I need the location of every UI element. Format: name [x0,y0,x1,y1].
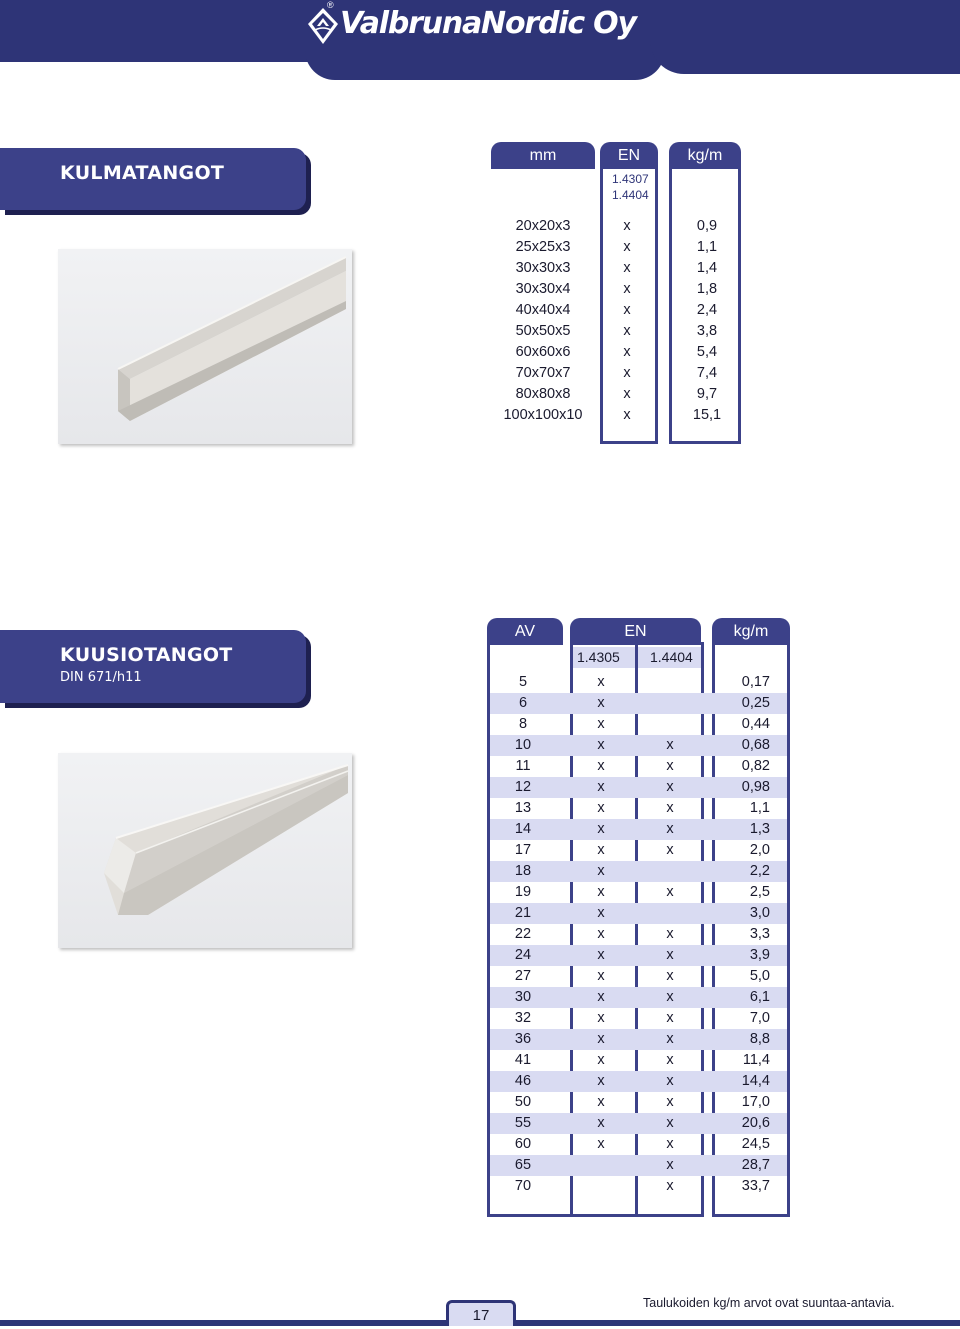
cell-grade-1: x [597,842,605,858]
cell-kgm: 33,7 [741,1178,770,1194]
cell-kgm: 2,4 [696,302,718,318]
cell-av: 10 [514,737,532,753]
table-row [491,342,741,363]
cell-kgm: 0,68 [741,737,770,753]
cell-kgm: 3,0 [749,905,770,921]
cell-kgm: 24,5 [741,1136,770,1152]
cell-av: 5 [518,674,528,690]
cell-kgm: 5,0 [749,968,770,984]
cell-kgm: 0,17 [741,674,770,690]
table-row [491,321,741,342]
cell-grade-1: x [597,1052,605,1068]
angle-bar-illustration [58,249,352,444]
cell-mm: 80x80x8 [515,386,571,402]
cell-av: 32 [514,1010,532,1026]
cell-grade-1: x [597,1010,605,1026]
cell-mm: 40x40x4 [515,302,571,318]
cell-en: x [623,365,631,381]
cell-grade-1: x [597,1136,605,1152]
cell-en: x [623,281,631,297]
cell-en: x [623,260,631,276]
table-row [490,798,787,819]
table-row [490,966,787,987]
cell-grade-2: x [666,842,674,858]
column-header-mm: mm [491,142,595,168]
registered-mark: ® [327,0,334,10]
cell-grade-1: x [597,1115,605,1131]
cell-kgm: 15,1 [692,407,722,423]
cell-av: 60 [514,1136,532,1152]
cell-grade-1: x [597,905,605,921]
cell-av: 18 [514,863,532,879]
cell-kgm: 2,0 [749,842,770,858]
table-row [490,1029,787,1050]
table-bottom-line [712,1214,790,1217]
cell-av: 70 [514,1178,532,1194]
table-row [490,1008,787,1029]
section-title: KULMATANGOT [60,162,225,184]
cell-grade-1: x [597,926,605,942]
table-row [490,903,787,924]
cell-av: 19 [514,884,532,900]
cell-en: x [623,239,631,255]
cell-grade-2: x [666,779,674,795]
table-row [491,216,741,237]
cell-av: 50 [514,1094,532,1110]
column-header-en: EN [570,618,701,644]
grade-label: 1.4404 [612,188,649,202]
cell-grade-1: x [597,674,605,690]
cell-av: 13 [514,800,532,816]
cell-av: 46 [514,1073,532,1089]
hexagon-bar-illustration [58,753,352,948]
table-row [490,819,787,840]
table-row [490,693,787,714]
table-row [490,735,787,756]
cell-grade-1: x [597,863,605,879]
cell-kgm: 14,4 [741,1073,770,1089]
cell-grade-1: x [597,1073,605,1089]
section-subtitle: DIN 671/h11 [60,670,142,685]
cell-grade-2: x [666,1136,674,1152]
cell-grade-2: x [666,1157,674,1173]
cell-kgm: 0,82 [741,758,770,774]
cell-kgm: 2,5 [749,884,770,900]
section-title-box-kuusiotangot [0,630,306,703]
table-row [490,1155,787,1176]
cell-kgm: 11,4 [742,1052,770,1068]
cell-kgm: 17,0 [741,1094,770,1110]
table-bottom-line [600,441,658,444]
cell-grade-1: x [597,947,605,963]
table-row [491,258,741,279]
header-tail [650,40,960,74]
table-row [491,405,741,426]
cell-av: 6 [518,695,528,711]
table-row [491,279,741,300]
cell-kgm: 1,1 [749,800,770,816]
table-row [490,1071,787,1092]
cell-grade-2: x [666,989,674,1005]
cell-grade-2: x [666,947,674,963]
cell-av: 17 [514,842,532,858]
cell-kgm: 1,4 [696,260,718,276]
table-bottom-line [487,1214,570,1217]
cell-av: 14 [514,821,532,837]
cell-grade-2: x [666,884,674,900]
cell-en: x [623,407,631,423]
cell-kgm: 1,3 [749,821,770,837]
cell-av: 8 [518,716,528,732]
cell-av: 65 [514,1157,532,1173]
cell-kgm: 1,1 [696,239,718,255]
cell-kgm: 3,3 [749,926,770,942]
cell-grade-1: x [597,821,605,837]
cell-en: x [623,323,631,339]
brand-name: ValbrunaNordic Oy [340,6,636,41]
cell-mm: 70x70x7 [515,365,571,381]
column-header-kgm: kg/m [712,618,790,644]
cell-grade-2: x [666,1094,674,1110]
cell-av: 24 [514,947,532,963]
section-title-box-kulmatangot [0,148,306,210]
cell-av: 36 [514,1031,532,1047]
cell-en: x [623,302,631,318]
cell-mm: 100x100x10 [503,407,583,423]
cell-kgm: 7,0 [749,1010,770,1026]
cell-av: 30 [514,989,532,1005]
angle-bar-image [58,249,352,444]
table-row [490,756,787,777]
table-row [490,1176,787,1197]
table-row [490,1134,787,1155]
table-row [490,1050,787,1071]
table-row [490,672,787,693]
cell-kgm: 0,25 [741,695,770,711]
cell-kgm: 3,8 [696,323,718,339]
table-row [490,714,787,735]
hexagon-bar-image [58,753,352,948]
table-row [490,924,787,945]
cell-grade-2: x [666,1073,674,1089]
header-underline [600,166,658,169]
valbruna-logo-icon [306,6,340,46]
cell-kgm: 3,9 [749,947,770,963]
cell-grade-2: x [666,737,674,753]
header-underline [491,166,595,169]
column-header-kgm: kg/m [669,142,741,168]
header-underline [712,642,790,645]
grade-label: 1.4305 [577,649,620,665]
cell-grade-1: x [597,800,605,816]
cell-grade-1: x [597,1031,605,1047]
cell-mm: 30x30x4 [515,281,571,297]
cell-en: x [623,386,631,402]
cell-grade-2: x [666,800,674,816]
cell-kgm: 0,44 [741,716,770,732]
cell-grade-2: x [666,968,674,984]
cell-mm: 30x30x3 [515,260,571,276]
cell-mm: 50x50x5 [515,323,571,339]
cell-grade-2: x [666,1031,674,1047]
cell-grade-1: x [597,884,605,900]
table-row [491,363,741,384]
table-row [491,384,741,405]
cell-av: 41 [514,1052,532,1068]
cell-grade-2: x [666,1178,674,1194]
cell-grade-2: x [666,758,674,774]
cell-kgm: 0,98 [741,779,770,795]
cell-grade-2: x [666,1115,674,1131]
cell-en: x [623,344,631,360]
cell-kgm: 5,4 [696,344,718,360]
cell-mm: 20x20x3 [515,218,571,234]
cell-grade-2: x [666,926,674,942]
table-row [490,861,787,882]
header-underline [487,642,563,645]
cell-kgm: 0,9 [696,218,718,234]
cell-av: 21 [514,905,532,921]
cell-kgm: 20,6 [741,1115,770,1131]
cell-av: 55 [514,1115,532,1131]
cell-grade-1: x [597,737,605,753]
cell-kgm: 2,2 [749,863,770,879]
cell-grade-1: x [597,758,605,774]
cell-grade-1: x [597,779,605,795]
section-title: KUUSIOTANGOT [60,644,233,666]
cell-mm: 60x60x6 [515,344,571,360]
table-row [490,1092,787,1113]
cell-av: 11 [515,758,531,774]
cell-grade-1: x [597,989,605,1005]
grade-label: 1.4404 [650,649,693,665]
cell-av: 22 [514,926,532,942]
cell-kgm: 1,8 [696,281,718,297]
cell-grade-1: x [597,1094,605,1110]
cell-grade-1: x [597,695,605,711]
table-row [490,945,787,966]
table-row [490,840,787,861]
cell-kgm: 28,7 [741,1157,770,1173]
table-row [490,1113,787,1134]
cell-grade-1: x [597,716,605,732]
cell-mm: 25x25x3 [515,239,571,255]
cell-kgm: 7,4 [696,365,718,381]
cell-kgm: 9,7 [696,386,718,402]
column-divider [787,642,790,1217]
grade-label: 1.4307 [612,172,649,186]
cell-kgm: 6,1 [749,989,770,1005]
page-number: 17 [446,1300,516,1326]
table-row [491,237,741,258]
cell-av: 27 [514,968,532,984]
table-row [491,300,741,321]
cell-av: 12 [514,779,532,795]
column-header-av: AV [487,618,563,644]
cell-grade-2: x [666,1052,674,1068]
table-bottom-line [669,441,741,444]
table-row [490,882,787,903]
table-row [490,777,787,798]
cell-kgm: 8,8 [749,1031,770,1047]
table-row [490,987,787,1008]
header-underline [669,166,741,169]
cell-grade-2: x [666,821,674,837]
cell-grade-2: x [666,1010,674,1026]
cell-grade-1: x [597,968,605,984]
column-header-en: EN [600,142,658,168]
footnote: Taulukoiden kg/m arvot ovat suuntaa-antavia. [643,1296,895,1310]
table-bottom-line [570,1214,701,1217]
cell-en: x [623,218,631,234]
